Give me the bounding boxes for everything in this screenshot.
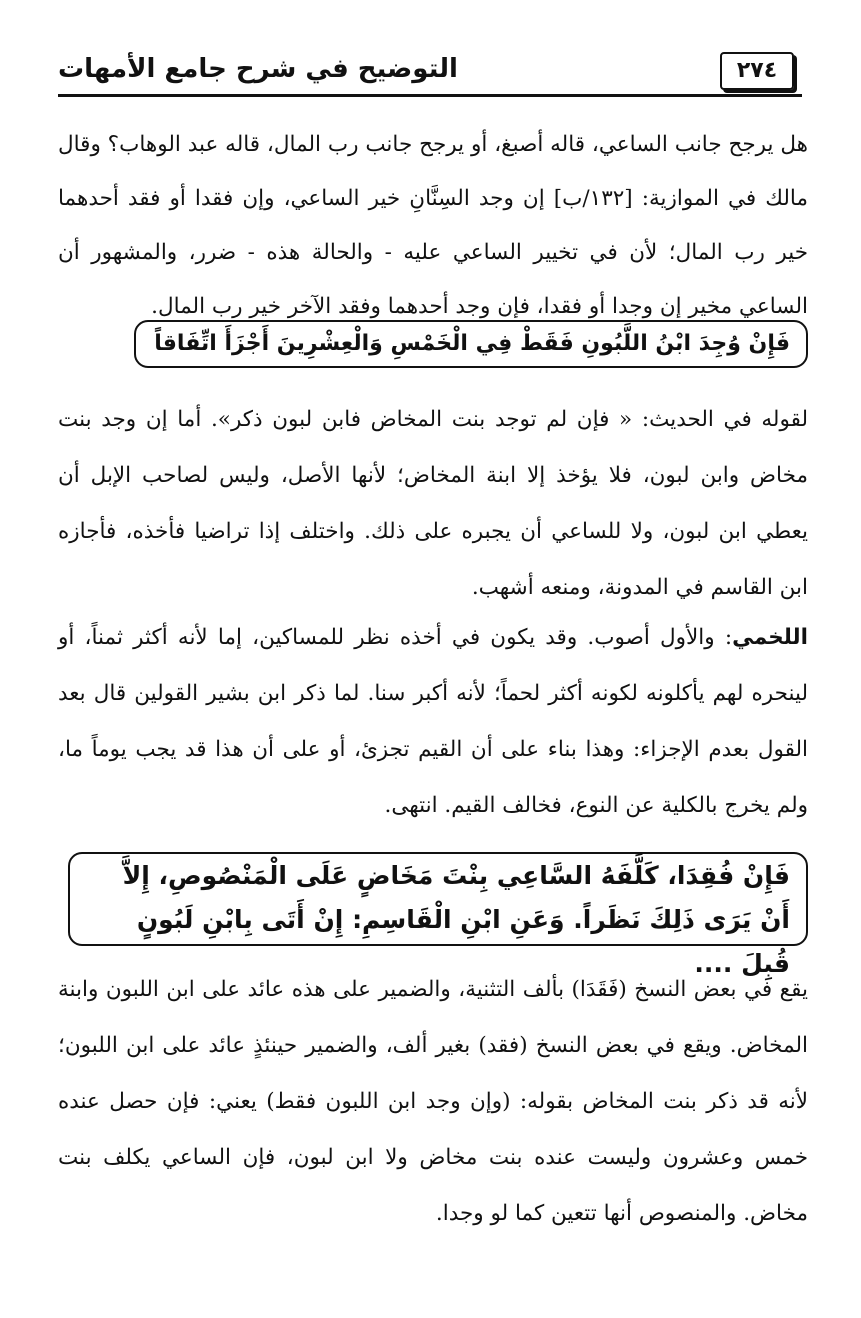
scholar-name: اللخمي bbox=[732, 625, 808, 650]
paragraph-3-text: : والأول أصوب. وقد يكون في أخذه نظر للمساكين، إما لأنه أكثر ثمناً، أو لينحره لهم يأكلونه لكونه أكثر لحماً؛ لأنه أكبر سنا. لما ذكر ابن بشير القولين قال بعد القول بعدم الإجزاء: وهذا بناء على أن القيم تجزئ، أو على أن هذا قد يجب يوماً ما، ولم يخرج بالكلية عن النوع، فخالف القيم. انتهى. bbox=[58, 625, 808, 818]
matn-box-2: فَإِنْ فُقِدَا، كَلَّفَهُ السَّاعِي بِنْتَ مَخَاضٍ عَلَى الْمَنْصُوصِ، إِلاَّ أَنْ يَرَى ذَلِكَ نَظَراً. وَعَنِ ابْنِ الْقَاسِمِ: إِنْ أَتَى بِابْنِ لَبُونٍ قُبِلَ .... bbox=[68, 852, 808, 946]
commentary-paragraph-3 bbox=[58, 610, 808, 834]
page-number: ٢٧٤ bbox=[720, 52, 794, 90]
matn-box-1: فَإِنْ وُجِدَ ابْنُ اللَّبُونِ فَقَطْ فِي الْخَمْسِ وَالْعِشْرِينَ أَجْزَأَ اتِّفَاقاً bbox=[134, 320, 808, 368]
commentary-paragraph-4: يقع في بعض النسخ (فَقَدَا) بألف التثنية، والضمير على هذه عائد على ابن اللبون وابنة المخاض. ويقع في بعض النسخ (فقد) بغير ألف، والضمير حينئذٍ عائد على ابن اللبون؛ لأنه قد ذكر بنت المخاض بقوله: (وإن وجد ابن اللبون فقط) يعني: فإن حصل عنده خمس وعشرون وليست عنده بنت مخاض ولا ابن لبون، فإن الساعي يكلف بنت مخاض. والمنصوص أنها تتعين كما لو وجدا. bbox=[58, 977, 808, 1226]
running-title: التوضيح في شرح جامع الأمهات bbox=[58, 54, 458, 84]
commentary-paragraph-2: لقوله في الحديث: « فإن لم توجد بنت المخاض فابن لبون ذكر». أما إن وجد بنت مخاض وابن لبون، فلا يؤخذ إلا ابنة المخاض؛ لأنها الأصل، وليس لصاحب الإبل أن يعطي ابن لبون، ولا للساعي أن يجبره على ذلك. واختلف إذا تراضيا فأخذه، فأجازه ابن القاسم في المدونة، ومنعه أشهب. bbox=[58, 407, 808, 600]
commentary-paragraph-1: هل يرجح جانب الساعي، قاله أصبغ، أو يرجح جانب رب المال، قاله عبد الوهاب؟ وقال مالك في الموازية: [١٣٢/ب] إن وجد السِنَّانِ خير الساعي، وإن فقدا أو فقد أحدهما خير رب المال؛ لأن في تخيير الساعي عليه - والحالة هذه - ضرر، والمشهور أن الساعي مخير إن وجدا أو فقدا، فإن وجد أحدهما وفقد الآخر خير رب المال. bbox=[58, 132, 809, 319]
header-divider bbox=[58, 94, 802, 97]
page-header bbox=[44, 48, 802, 98]
